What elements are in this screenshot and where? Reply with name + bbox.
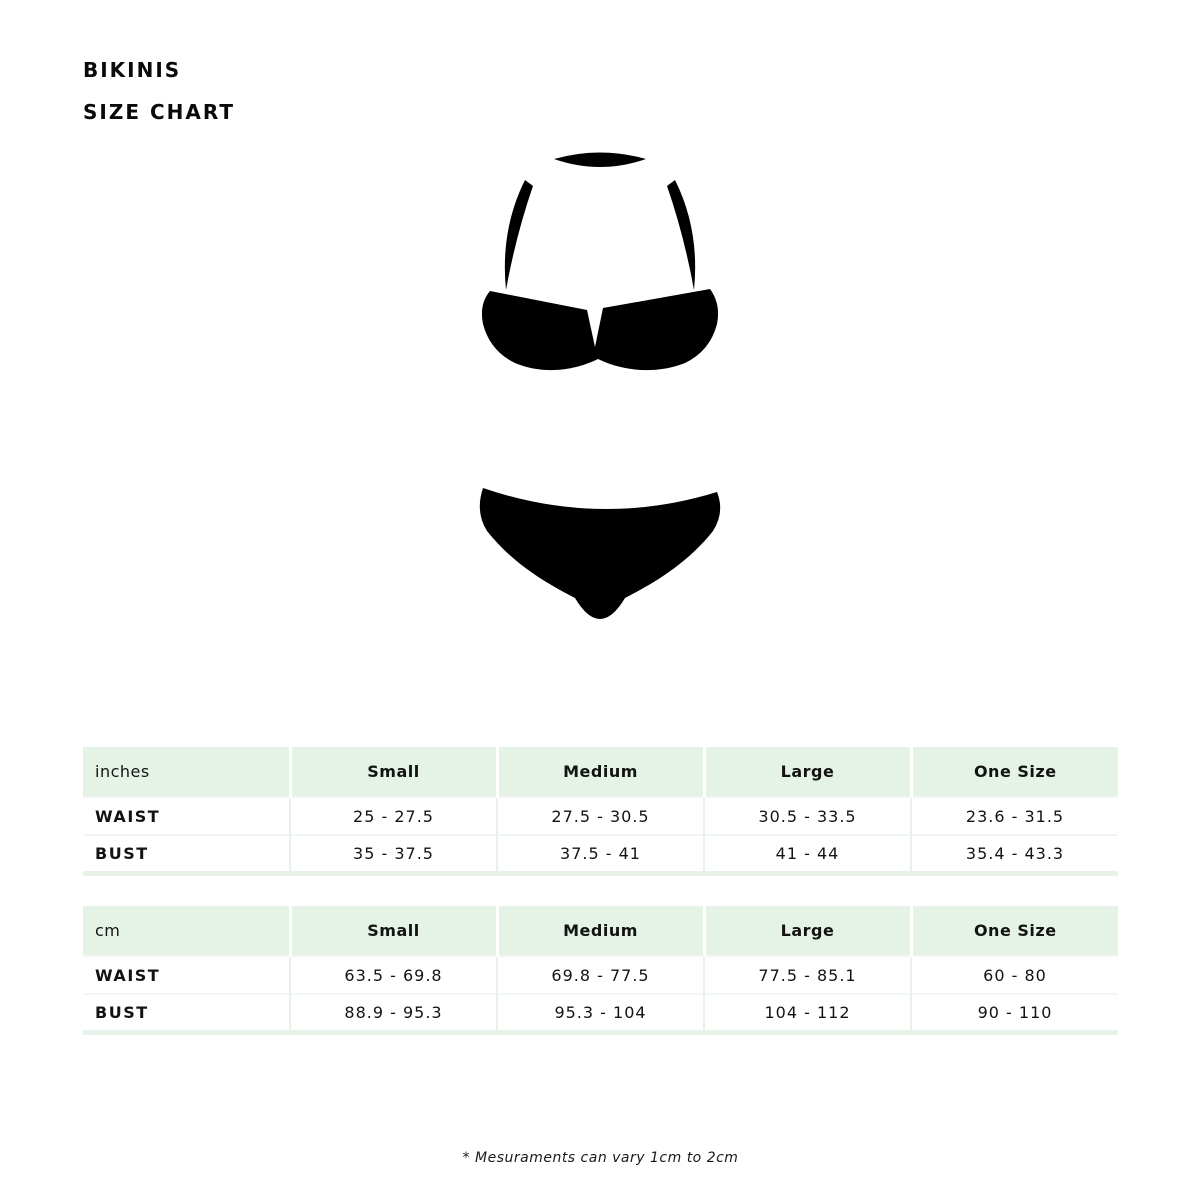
column-header-small: Small xyxy=(290,747,497,797)
column-header-large: Large xyxy=(704,747,911,797)
table-cell: 90 - 110 xyxy=(911,994,1118,1032)
row-label-waist: WAIST xyxy=(83,797,290,835)
table-cell: 63.5 - 69.8 xyxy=(290,956,497,994)
bikini-top-strap-left xyxy=(505,180,533,290)
bikini-top-cups xyxy=(482,289,718,370)
size-table-cm xyxy=(83,906,1118,1035)
column-header-one-size: One Size xyxy=(911,747,1118,797)
size-table-inches xyxy=(83,747,1118,876)
row-label-bust: BUST xyxy=(83,835,290,873)
table-cell: 35.4 - 43.3 xyxy=(911,835,1118,873)
column-header-one-size: One Size xyxy=(911,906,1118,956)
column-header-medium: Medium xyxy=(497,906,704,956)
table-cell: 23.6 - 31.5 xyxy=(911,797,1118,835)
table-cell: 104 - 112 xyxy=(704,994,911,1032)
table-cell: 37.5 - 41 xyxy=(497,835,704,873)
column-header-medium: Medium xyxy=(497,747,704,797)
table-row-bust xyxy=(83,994,1118,1032)
table-header-row xyxy=(83,747,1118,797)
page-subtitle: SIZE CHART xyxy=(83,100,236,124)
unit-label-inches: inches xyxy=(83,747,290,797)
table-cell: 60 - 80 xyxy=(911,956,1118,994)
column-header-small: Small xyxy=(290,906,497,956)
row-label-waist: WAIST xyxy=(83,956,290,994)
table-cell: 95.3 - 104 xyxy=(497,994,704,1032)
bikini-bottom xyxy=(480,488,720,619)
page-title: BIKINIS xyxy=(83,58,182,82)
unit-label-cm: cm xyxy=(83,906,290,956)
table-cell: 77.5 - 85.1 xyxy=(704,956,911,994)
bikini-illustration xyxy=(440,140,760,640)
footnote: * Mesuraments can vary 1cm to 2cm xyxy=(462,1150,739,1166)
table-cell: 41 - 44 xyxy=(704,835,911,873)
column-header-large: Large xyxy=(704,906,911,956)
table-cell: 88.9 - 95.3 xyxy=(290,994,497,1032)
table-cell: 27.5 - 30.5 xyxy=(497,797,704,835)
table-row-waist xyxy=(83,797,1118,835)
bikini-silhouette-icon xyxy=(440,140,760,640)
table-cell: 69.8 - 77.5 xyxy=(497,956,704,994)
row-label-bust: BUST xyxy=(83,994,290,1032)
table-cell: 25 - 27.5 xyxy=(290,797,497,835)
bikini-top-neckband xyxy=(554,153,646,168)
page-header xyxy=(83,58,235,125)
table-cell: 30.5 - 33.5 xyxy=(704,797,911,835)
table-row-bust xyxy=(83,835,1118,873)
table-row-waist xyxy=(83,956,1118,994)
table-header-row xyxy=(83,906,1118,956)
bikini-top-strap-right xyxy=(667,180,695,290)
table-cell: 35 - 37.5 xyxy=(290,835,497,873)
